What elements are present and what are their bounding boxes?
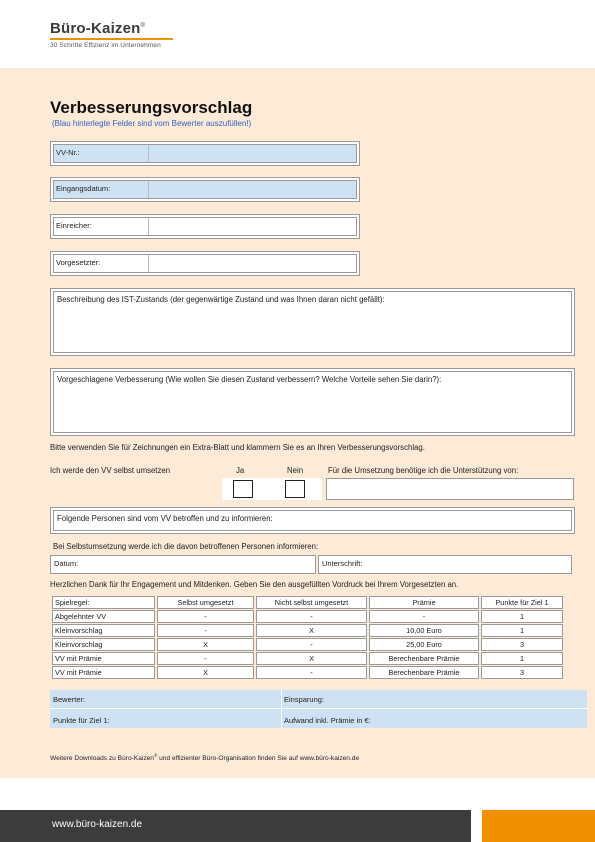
cell-selbst: - bbox=[157, 624, 254, 637]
table-row bbox=[52, 652, 563, 665]
einsparung-label: Einsparung: bbox=[284, 695, 325, 704]
registered-mark: ® bbox=[140, 23, 146, 29]
footer-url[interactable]: www.büro-kaizen.de bbox=[52, 819, 143, 830]
header-selbst: Selbst umgesetzt bbox=[157, 596, 254, 609]
bewerter-divider-h bbox=[50, 708, 587, 709]
cell-punkte: 3 bbox=[481, 638, 563, 651]
eingangsdatum-input[interactable] bbox=[149, 181, 356, 198]
logo-brand: Büro-Kaizen® bbox=[50, 20, 146, 37]
rules-table-header bbox=[52, 596, 563, 609]
umsetzen-question: Ich werde den VV selbst umsetzen bbox=[50, 466, 171, 475]
unterschrift-label: Unterschrift: bbox=[322, 559, 363, 568]
cell-praemie: Berechenbare Prämie bbox=[369, 652, 479, 665]
eingangsdatum-field[interactable] bbox=[50, 177, 360, 202]
bewerter-block bbox=[50, 690, 587, 728]
footer-bar bbox=[0, 810, 471, 842]
rules-table bbox=[50, 595, 565, 680]
table-row bbox=[52, 610, 563, 623]
cell-punkte: 3 bbox=[481, 666, 563, 679]
vorgesetzter-label: Vorgesetzter: bbox=[54, 255, 149, 272]
datum-label: Datum: bbox=[54, 559, 79, 568]
cell-rule: Kleinvorschlag bbox=[52, 638, 155, 651]
nein-label: Nein bbox=[287, 466, 304, 475]
header-praemie: Prämie bbox=[369, 596, 479, 609]
vv-nr-label: VV-Nr.: bbox=[54, 145, 149, 162]
einreicher-input[interactable] bbox=[149, 218, 356, 235]
cell-nicht-selbst: X bbox=[256, 624, 367, 637]
nein-checkbox[interactable] bbox=[285, 480, 305, 498]
cell-selbst: X bbox=[157, 638, 254, 651]
eingangsdatum-label: Eingangsdatum: bbox=[54, 181, 149, 198]
table-row bbox=[52, 666, 563, 679]
bewerter-label: Bewerter: bbox=[53, 695, 86, 704]
table-row bbox=[52, 638, 563, 651]
header-nicht-selbst: Nicht selbst umgesetzt bbox=[256, 596, 367, 609]
cell-nicht-selbst: - bbox=[256, 666, 367, 679]
cell-selbst: - bbox=[157, 610, 254, 623]
zeichnungen-hint: Bitte verwenden Sie für Zeichnungen ein Extra-Blatt und klammern Sie es an Ihren Verbesserungsvorschlag. bbox=[50, 443, 425, 452]
verbesserung-field[interactable] bbox=[50, 368, 575, 436]
dank-text: Herzlichen Dank für Ihr Engagement und Mitdenken. Geben Sie den ausgefüllten Vordruck bei Ihrem Vorgesetzten an. bbox=[50, 580, 459, 589]
cell-praemie: 25,00 Euro bbox=[369, 638, 479, 651]
page-subtitle: (Blau hinterlegte Felder sind vom Bewerter auszufüllen!) bbox=[52, 119, 252, 128]
cell-rule: VV mit Prämie bbox=[52, 666, 155, 679]
cell-punkte: 1 bbox=[481, 610, 563, 623]
cell-nicht-selbst: X bbox=[256, 652, 367, 665]
cell-praemie: Berechenbare Prämie bbox=[369, 666, 479, 679]
cell-selbst: - bbox=[157, 652, 254, 665]
ist-zustand-field[interactable] bbox=[50, 288, 575, 356]
vorgesetzter-field[interactable] bbox=[50, 251, 360, 276]
vorgesetzter-input[interactable] bbox=[149, 255, 356, 272]
footnote-registered-mark: ® bbox=[153, 753, 158, 758]
betroffene-field[interactable] bbox=[50, 507, 575, 534]
header-spielregel: Spielregel: bbox=[52, 596, 155, 609]
selbstumsetzung-text: Bei Selbstumsetzung werde ich die davon betroffenen Personen informieren: bbox=[53, 542, 319, 551]
unterschrift-field[interactable] bbox=[318, 555, 572, 574]
cell-praemie: 10,00 Euro bbox=[369, 624, 479, 637]
cell-nicht-selbst: - bbox=[256, 638, 367, 651]
einreicher-field[interactable] bbox=[50, 214, 360, 239]
cell-punkte: 1 bbox=[481, 624, 563, 637]
cell-rule: Abgelehnter VV bbox=[52, 610, 155, 623]
datum-field[interactable] bbox=[50, 555, 316, 574]
cell-selbst: X bbox=[157, 666, 254, 679]
aufwand-label: Aufwand inkl. Prämie in €: bbox=[284, 716, 371, 725]
header-punkte: Punkte für Ziel 1 bbox=[481, 596, 563, 609]
ja-label: Ja bbox=[236, 466, 245, 475]
vv-nr-input[interactable] bbox=[149, 145, 356, 162]
page-title: Verbesserungsvorschlag bbox=[50, 98, 253, 117]
footer-accent bbox=[482, 810, 595, 842]
cell-nicht-selbst: - bbox=[256, 610, 367, 623]
download-note: Weitere Downloads zu Büro-Kaizen® und effizienter Büro-Organisation finden Sie auf www.büro-kaizen.de bbox=[50, 753, 360, 763]
cell-rule: VV mit Prämie bbox=[52, 652, 155, 665]
unterstuetzung-label: Für die Umsetzung benötige ich die Unterstützung von: bbox=[328, 466, 519, 475]
vv-nr-field[interactable] bbox=[50, 141, 360, 166]
bewerter-divider-v bbox=[281, 690, 282, 728]
einreicher-label: Einreicher: bbox=[54, 218, 149, 235]
punkte-label: Punkte für Ziel 1: bbox=[53, 716, 110, 725]
table-row bbox=[52, 624, 563, 637]
unterstuetzung-input[interactable] bbox=[326, 478, 574, 500]
cell-rule: Kleinvorschlag bbox=[52, 624, 155, 637]
logo-tagline: 30 Schritte Effizienz im Unternehmen bbox=[50, 42, 161, 49]
cell-praemie: - bbox=[369, 610, 479, 623]
ist-zustand-label: Beschreibung des IST-Zustands (der gegenwärtige Zustand und was Ihnen daran nicht gefällt): bbox=[57, 295, 385, 304]
cell-punkte: 1 bbox=[481, 652, 563, 665]
betroffene-label: Folgende Personen sind vom VV betroffen und zu informieren: bbox=[57, 514, 273, 523]
logo-underline bbox=[50, 38, 173, 40]
brand-logo bbox=[50, 20, 173, 49]
verbesserung-label: Vorgeschlagene Verbesserung (Wie wollen Sie diesen Zustand verbessern? Welche Vorteile sehen Sie darin?): bbox=[57, 375, 442, 384]
ja-checkbox[interactable] bbox=[233, 480, 253, 498]
